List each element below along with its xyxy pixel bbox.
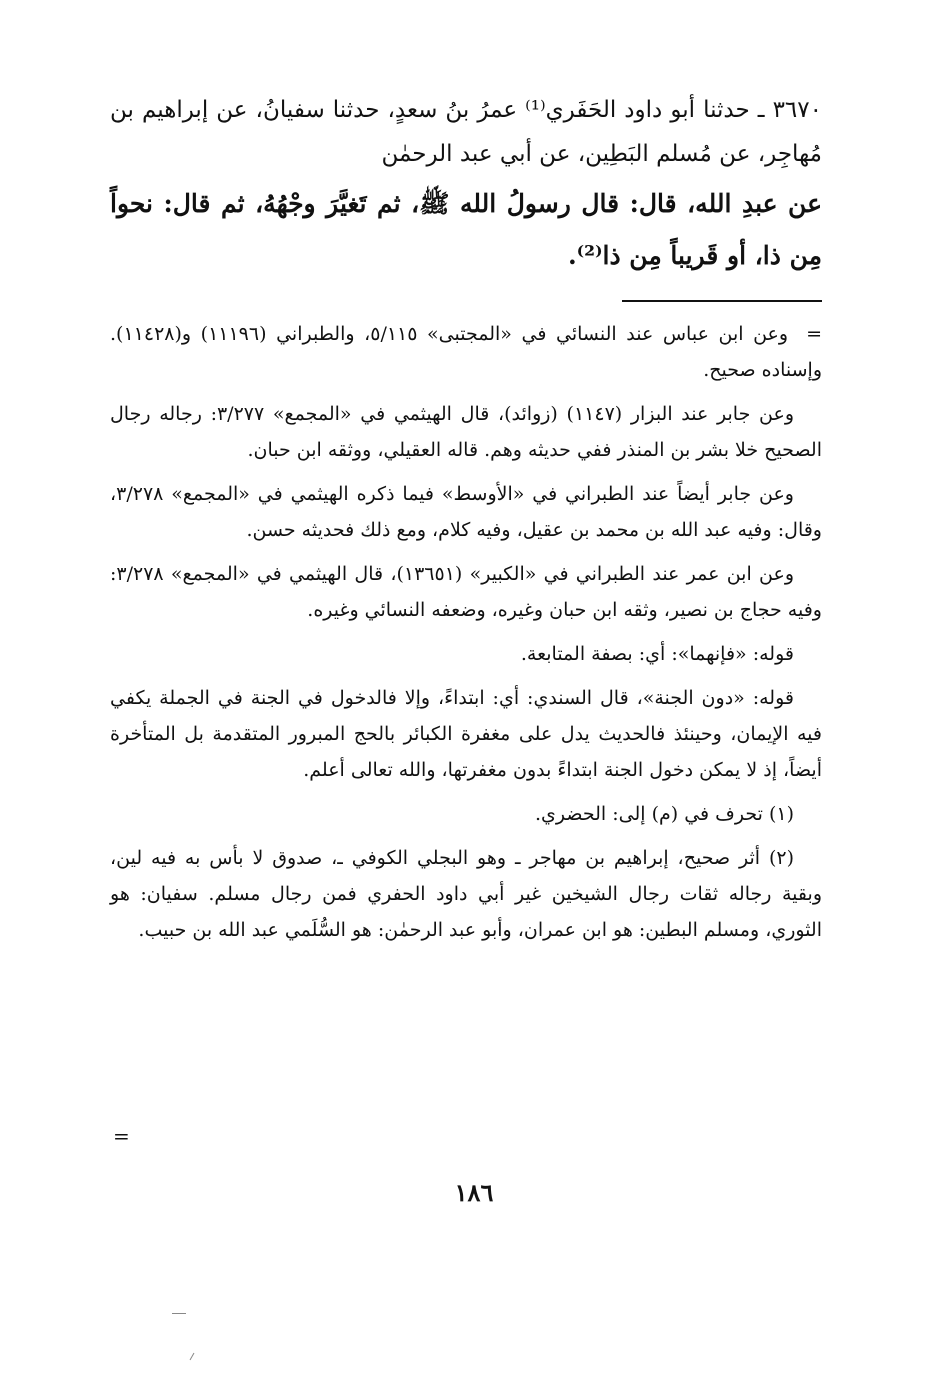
hadith-matn: عن عبدِ الله، قال: قال رسولُ الله ﷺ، ثم تَغيَّرَ وجْهُهُ، ثم قال: نحواً مِن ذا، أو قَريباً مِن ذا⁽²⁾. (110, 189, 823, 270)
page-number: ١٨٦ (454, 1178, 494, 1207)
scan-artifact (190, 1353, 195, 1360)
note-paragraph: وعن جابر أيضاً عند الطبراني في «الأوسط» فيما ذكره الهيثمي في «المجمع» ٣/٢٧٨، وقال: وفيه عبد الله بن محمد بن عقيل، وفيه كلام، ومع ذلك فحديثه حسن. (110, 483, 822, 541)
note-paragraph: قوله: «دون الجنة»، قال السندي: أي: ابتداءً، وإلا فالدخول في الجنة في الجملة يكفي فيه الإيمان، وحينئذ فالحديث يدل على مغفرة الكبائر بالحج المبرور المتقدمة بل المتأخرة أيضاً، إذ لا يمكن دخول الجنة ابتداءً بدون مغفرتها، والله تعالى أعلم. (110, 687, 822, 781)
note-paragraph: وعن ابن عمر عند الطبراني في «الكبير» (١٣٦٥١)، قال الهيثمي في «المجمع» ٣/٢٧٨: وفيه حجاج بن نصير، وثقه ابن حبان وغيره، وضعفه النسائي وغيره. (110, 563, 822, 621)
commentary-notes (110, 316, 822, 948)
continuation-mark: = (806, 323, 822, 345)
footnote-2: (٢) أثر صحيح، إبراهيم بن مهاجر ـ وهو البجلي الكوفي ـ، صدوق لا بأس به فيه لين، وبقية رجاله ثقات رجال الشيخين غير أبي داود الحفري فمن رجال مسلم. سفيان: هو الثوري، ومسلم البطين: هو ابن عمران، وأبو عبد الرحمٰن: هو السُّلَمي عبد الله بن حبيب. (110, 847, 822, 941)
footnote-separator (622, 300, 822, 302)
note-paragraph: وعن جابر عند البزار (١١٤٧) (زوائد)، قال الهيثمي في «المجمع» ٣/٢٧٧: رجاله رجال الصحيح خلا بشر بن المنذر ففي حديثه وهم. قاله العقيلي، ووثقه ابن حبان. (110, 403, 822, 461)
footnote-1: (١) تحرف في (م) إلى: الحضري. (535, 803, 794, 825)
note-paragraph: قوله: «فإنهما»: أي: بصفة المتابعة. (520, 643, 794, 665)
page-body (110, 88, 822, 956)
hadith-isnad: ٣٦٧٠ ـ حدثنا أبو داود الحَفَري⁽¹⁾ عمرُ بنُ سعدٍ، حدثنا سفيانُ، عن إبراهيم بن مُهاجِر، عن مُسلم البَطِين، عن أبي عبد الرحمٰن (110, 97, 822, 167)
scan-artifact (172, 1313, 186, 1314)
note-paragraph: =وعن ابن عباس عند النسائي في «المجتبى» ٥/١١٥، والطبراني (١١١٩٦) و(١١٤٢٨). وإسناده صحيح. (110, 316, 822, 388)
continuation-end-mark: = (113, 1124, 130, 1148)
